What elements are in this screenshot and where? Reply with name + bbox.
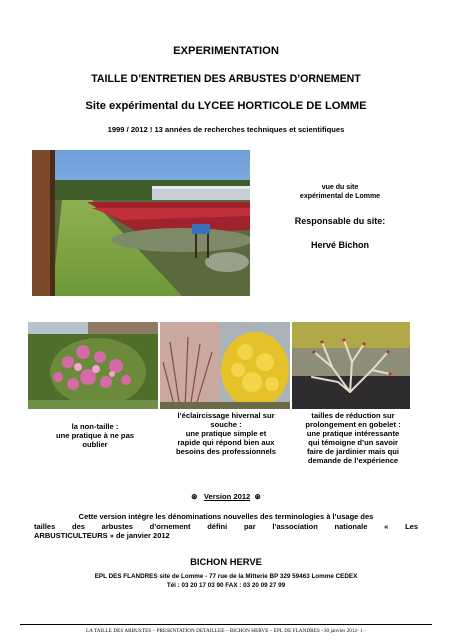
- version-line: [0, 492, 452, 501]
- author-name: BICHON HERVE: [190, 556, 262, 567]
- caption-line: la non-taille :: [71, 422, 119, 431]
- note-line-1: Cette version intègre les dénominations nouvelles des terminologies à l’usage des: [78, 512, 374, 521]
- caption-line: faire de jardinier mais qui: [306, 447, 399, 456]
- version-note: [34, 512, 418, 541]
- photo-eclaircissage: [160, 322, 290, 409]
- caption-line: une pratique intéressante: [306, 429, 400, 438]
- caption-gobelet: [290, 411, 416, 465]
- caption-line: tailles de réduction sur: [311, 411, 395, 420]
- version-symbol-right: ⊛: [254, 492, 261, 501]
- caption-line: besoins des professionnels: [175, 447, 276, 456]
- caption-line: l’éclaircissage hivernal sur: [177, 411, 275, 420]
- page-footer: LA TAILLE DES ARBUSTES – PRESENTATION DETAILLEE – BICHON HERVE – EPL DE FLANDRES –30 janvier 2012- 1 -: [85, 628, 367, 634]
- responsable-name: Hervé Bichon: [310, 240, 370, 250]
- footer-rule: [20, 624, 432, 625]
- responsable-label: Responsable du site:: [294, 216, 386, 226]
- site-photo-caption-2: expérimental de Lomme: [299, 193, 381, 200]
- site-photo: [32, 150, 250, 296]
- caption-eclaircissage: [160, 411, 292, 456]
- site-heading: Site expérimental du LYCEE HORTICOLE DE LOMME: [85, 100, 367, 112]
- caption-line: une pratique à ne pas: [55, 431, 135, 440]
- photo-non-taille: [28, 322, 158, 409]
- photo-gobelet: [292, 322, 410, 409]
- caption-line: qui témoigne d’un savoir: [308, 438, 398, 447]
- document-subtitle: TAILLE D’ENTRETIEN DES ARBUSTES D’ORNEMENT: [91, 73, 361, 85]
- version-label: Version 2012: [203, 492, 251, 501]
- note-line-2: tailles des arbustes d’ornement défini par l’association nationale « Les: [34, 521, 418, 531]
- caption-line: demande de l’expérience: [307, 456, 399, 465]
- address-line-2: Tél : 03 20 17 03 90 FAX : 03 20 09 27 99: [166, 582, 286, 589]
- caption-non-taille: [40, 422, 150, 449]
- years-line: 1999 / 2012 ! 13 années de recherches techniques et scientifiques: [107, 125, 345, 134]
- document-title: EXPERIMENTATION: [173, 45, 279, 57]
- note-line-3: ARBUSTICULTEURS » de janvier 2012: [34, 531, 170, 541]
- caption-line: souche :: [210, 420, 242, 429]
- caption-line: rapide qui répond bien aux: [177, 438, 275, 447]
- caption-line: une pratique simple et: [185, 429, 267, 438]
- caption-line: oublier: [82, 440, 108, 449]
- caption-line: prolongement en gobelet :: [305, 420, 401, 429]
- site-photo-caption-1: vue du site: [321, 184, 359, 191]
- version-symbol-left: ⊛: [191, 492, 198, 501]
- address-line-1: EPL DES FLANDRES site de Lomme - 77 rue de la Mitterie BP 329 59463 Lomme CEDEX: [94, 573, 358, 580]
